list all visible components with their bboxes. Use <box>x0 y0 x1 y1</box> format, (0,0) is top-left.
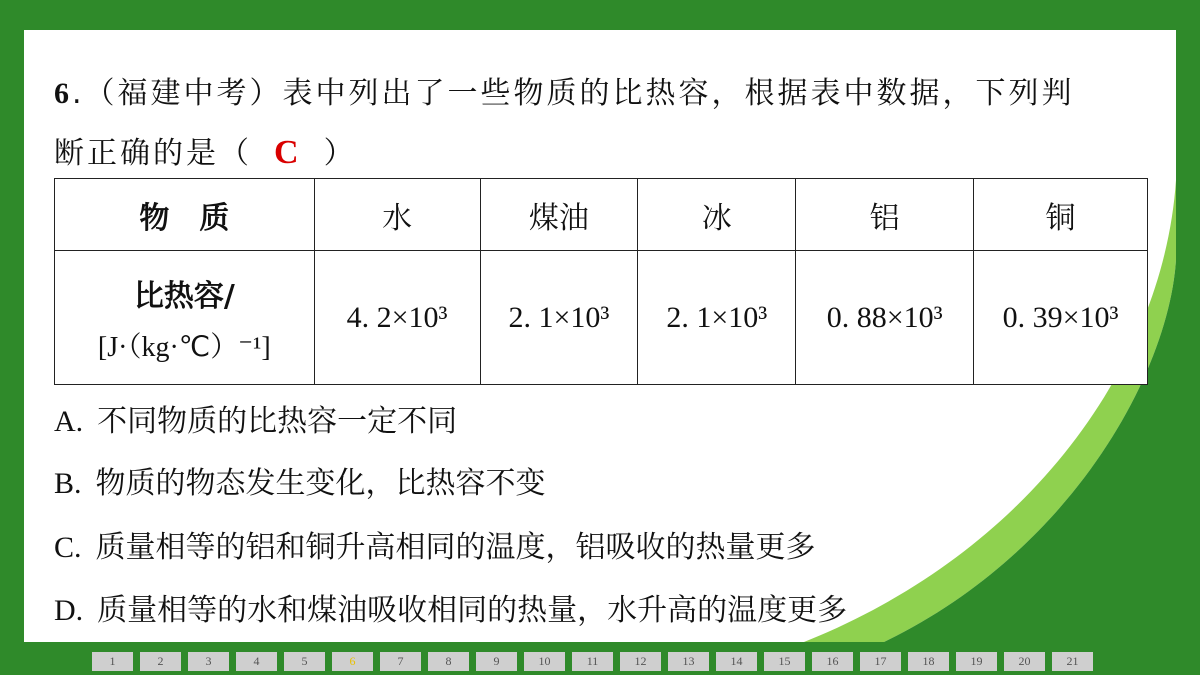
page-button-4[interactable]: 4 <box>236 652 277 671</box>
option-c <box>54 522 816 566</box>
value-cell-ice: 2. 1×10³ <box>638 251 796 385</box>
unit-label-top: 比热容/ <box>133 278 235 314</box>
option-c-letter: C. <box>54 531 82 564</box>
option-a-letter: A. <box>54 405 84 438</box>
header-cell-ice: 冰 <box>638 179 796 251</box>
option-b <box>54 458 546 502</box>
page-button-12[interactable]: 12 <box>620 652 661 671</box>
question-text: .（福建中考）表中列出了一些物质的比热容，根据表中数据，下列判 <box>72 76 1075 111</box>
page-button-14[interactable]: 14 <box>716 652 757 671</box>
value-cell-aluminum: 0. 88×10³ <box>796 251 974 385</box>
page-button-2[interactable]: 2 <box>140 652 181 671</box>
option-b-text: 物质的物态发生变化，比热容不变 <box>95 466 546 501</box>
option-d <box>54 585 847 629</box>
header-cell-aluminum: 铝 <box>796 179 974 251</box>
page-button-7[interactable]: 7 <box>380 652 421 671</box>
page-button-13[interactable]: 13 <box>668 652 709 671</box>
page-button-21[interactable]: 21 <box>1052 652 1093 671</box>
option-a <box>54 396 457 440</box>
table-value-row <box>55 251 1148 385</box>
page-button-3[interactable]: 3 <box>188 652 229 671</box>
page-button-5[interactable]: 5 <box>284 652 325 671</box>
table-header-row <box>55 179 1148 251</box>
header-cell-copper: 铜 <box>974 179 1148 251</box>
page-button-8[interactable]: 8 <box>428 652 469 671</box>
header-cell-water: 水 <box>314 179 480 251</box>
page-button-11[interactable]: 11 <box>572 652 613 671</box>
question-prompt: 断正确的是（ <box>54 136 252 171</box>
value-cell-water: 4. 2×10³ <box>314 251 480 385</box>
option-a-text: 不同物质的比热容一定不同 <box>97 404 458 439</box>
slide-canvas <box>24 30 1176 642</box>
page-button-9[interactable]: 9 <box>476 652 517 671</box>
question-line-1 <box>54 68 1075 112</box>
option-c-text: 质量相等的铝和铜升高相同的温度，铝吸收的热量更多 <box>95 530 816 565</box>
header-cell-kerosene: 煤油 <box>480 179 638 251</box>
option-b-letter: B. <box>54 467 82 500</box>
page-button-1[interactable]: 1 <box>92 652 133 671</box>
page-button-6[interactable]: 6 <box>332 652 373 671</box>
page-button-18[interactable]: 18 <box>908 652 949 671</box>
page-button-10[interactable]: 10 <box>524 652 565 671</box>
option-d-text: 质量相等的水和煤油吸收相同的热量，水升高的温度更多 <box>97 593 848 628</box>
question-number: 6 <box>54 77 72 110</box>
page-button-17[interactable]: 17 <box>860 652 901 671</box>
value-cell-copper: 0. 39×10³ <box>974 251 1148 385</box>
page-button-19[interactable]: 19 <box>956 652 997 671</box>
unit-label-cell <box>55 251 315 385</box>
page-button-15[interactable]: 15 <box>764 652 805 671</box>
page-button-20[interactable]: 20 <box>1004 652 1045 671</box>
option-d-letter: D. <box>54 594 84 627</box>
specific-heat-table <box>54 178 1148 385</box>
question-close-paren: ） <box>323 136 357 171</box>
value-cell-kerosene: 2. 1×10³ <box>480 251 638 385</box>
header-cell-substance: 物 质 <box>55 179 315 251</box>
page-button-16[interactable]: 16 <box>812 652 853 671</box>
question-line-2 <box>54 128 357 172</box>
page-navigator <box>92 652 1093 671</box>
answer-mark: C <box>274 134 302 171</box>
unit-label-bottom: [J·（kg·℃）⁻¹] <box>97 331 271 363</box>
